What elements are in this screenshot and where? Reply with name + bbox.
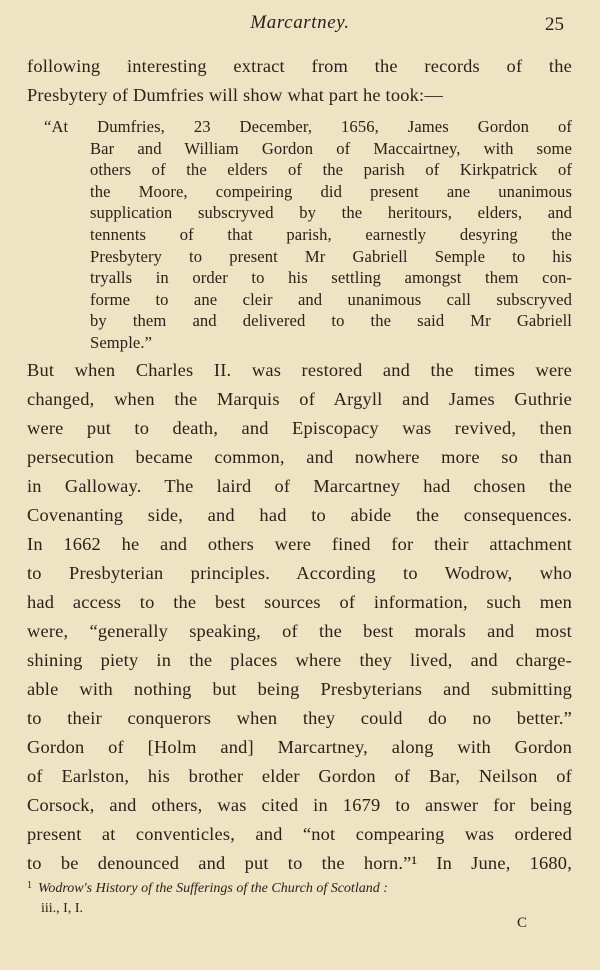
quote-line: “At Dumfries, 23 December, 1656, James Gordon of xyxy=(44,117,572,136)
footnote-citation: Wodrow's History of the Sufferings of the Church of Scotland : xyxy=(38,881,388,896)
main-paragraph xyxy=(27,356,572,878)
footnote xyxy=(27,876,572,919)
quote-line: tennents of that parish, earnestly desyring the xyxy=(90,224,572,244)
text-line: to their conquerors when they could do no better.” xyxy=(27,708,572,728)
page-number: 25 xyxy=(545,14,564,35)
text-line: were, “generally speaking, of the best morals and most xyxy=(27,621,572,641)
quote-line: others of the elders of the parish of Kirkpatrick of xyxy=(90,160,572,180)
text-line: shining piety in the places where they lived, and charge- xyxy=(27,650,572,670)
text-line: changed, when the Marquis of Argyll and James Guthrie xyxy=(27,389,572,409)
running-head: Marcartney. xyxy=(250,12,350,33)
text-line: Covenanting side, and had to abide the consequences. xyxy=(27,505,572,525)
text-line: of Earlston, his brother elder Gordon of Bar, Neilson of xyxy=(27,766,572,786)
text-line: In 1662 he and others were fined for their attachment xyxy=(27,534,572,554)
text-line: to be denounced and put to the horn.”¹ In June, 1680, xyxy=(27,853,572,873)
quote-line: Semple.” xyxy=(90,332,153,352)
text-line: had access to the best sources of information, such men xyxy=(27,592,572,612)
text-line: persecution became common, and nowhere more so than xyxy=(27,447,572,467)
quote-line: tryalls in order to his settling amongst them con- xyxy=(90,268,572,288)
quote-line: Presbytery to present Mr Gabriell Semple to his xyxy=(90,246,572,266)
footnote-marker: 1 xyxy=(27,880,32,891)
quote-line: the Moore, compeiring did present ane unanimous xyxy=(90,181,572,201)
footnote-line xyxy=(27,876,572,899)
quote-line: by them and delivered to the said Mr Gabriell xyxy=(90,311,572,331)
quote-line: forme to ane cleir and unanimous call subscryved xyxy=(90,289,572,309)
block-quote xyxy=(44,116,572,354)
quote-line: supplication subscryved by the heritours, elders, and xyxy=(90,203,572,223)
footnote-line: iii., I, I. xyxy=(41,901,83,916)
quote-line: Bar and William Gordon of Maccairtney, with some xyxy=(90,138,572,158)
text-line: to Presbyterian principles. According to Wodrow, who xyxy=(27,563,572,583)
text-line: Gordon of [Holm and] Marcartney, along with Gordon xyxy=(27,737,572,757)
text-line: able with nothing but being Presbyterians and submitting xyxy=(27,679,572,699)
page-header xyxy=(0,8,600,38)
text-line: But when Charles II. was restored and the times were xyxy=(27,360,572,380)
text-line: following interesting extract from the records of the xyxy=(27,56,572,76)
text-line: Corsock, and others, was cited in 1679 to answer for being xyxy=(27,795,572,815)
text-line: Presbytery of Dumfries will show what part he took:— xyxy=(27,85,443,105)
text-line: were put to death, and Episcopacy was revived, then xyxy=(27,418,572,438)
signature-mark: C xyxy=(516,915,528,931)
intro-paragraph xyxy=(27,52,572,110)
text-line: in Galloway. The laird of Marcartney had chosen the xyxy=(27,476,572,496)
text-line: present at conventicles, and “not compearing was ordered xyxy=(27,824,572,844)
